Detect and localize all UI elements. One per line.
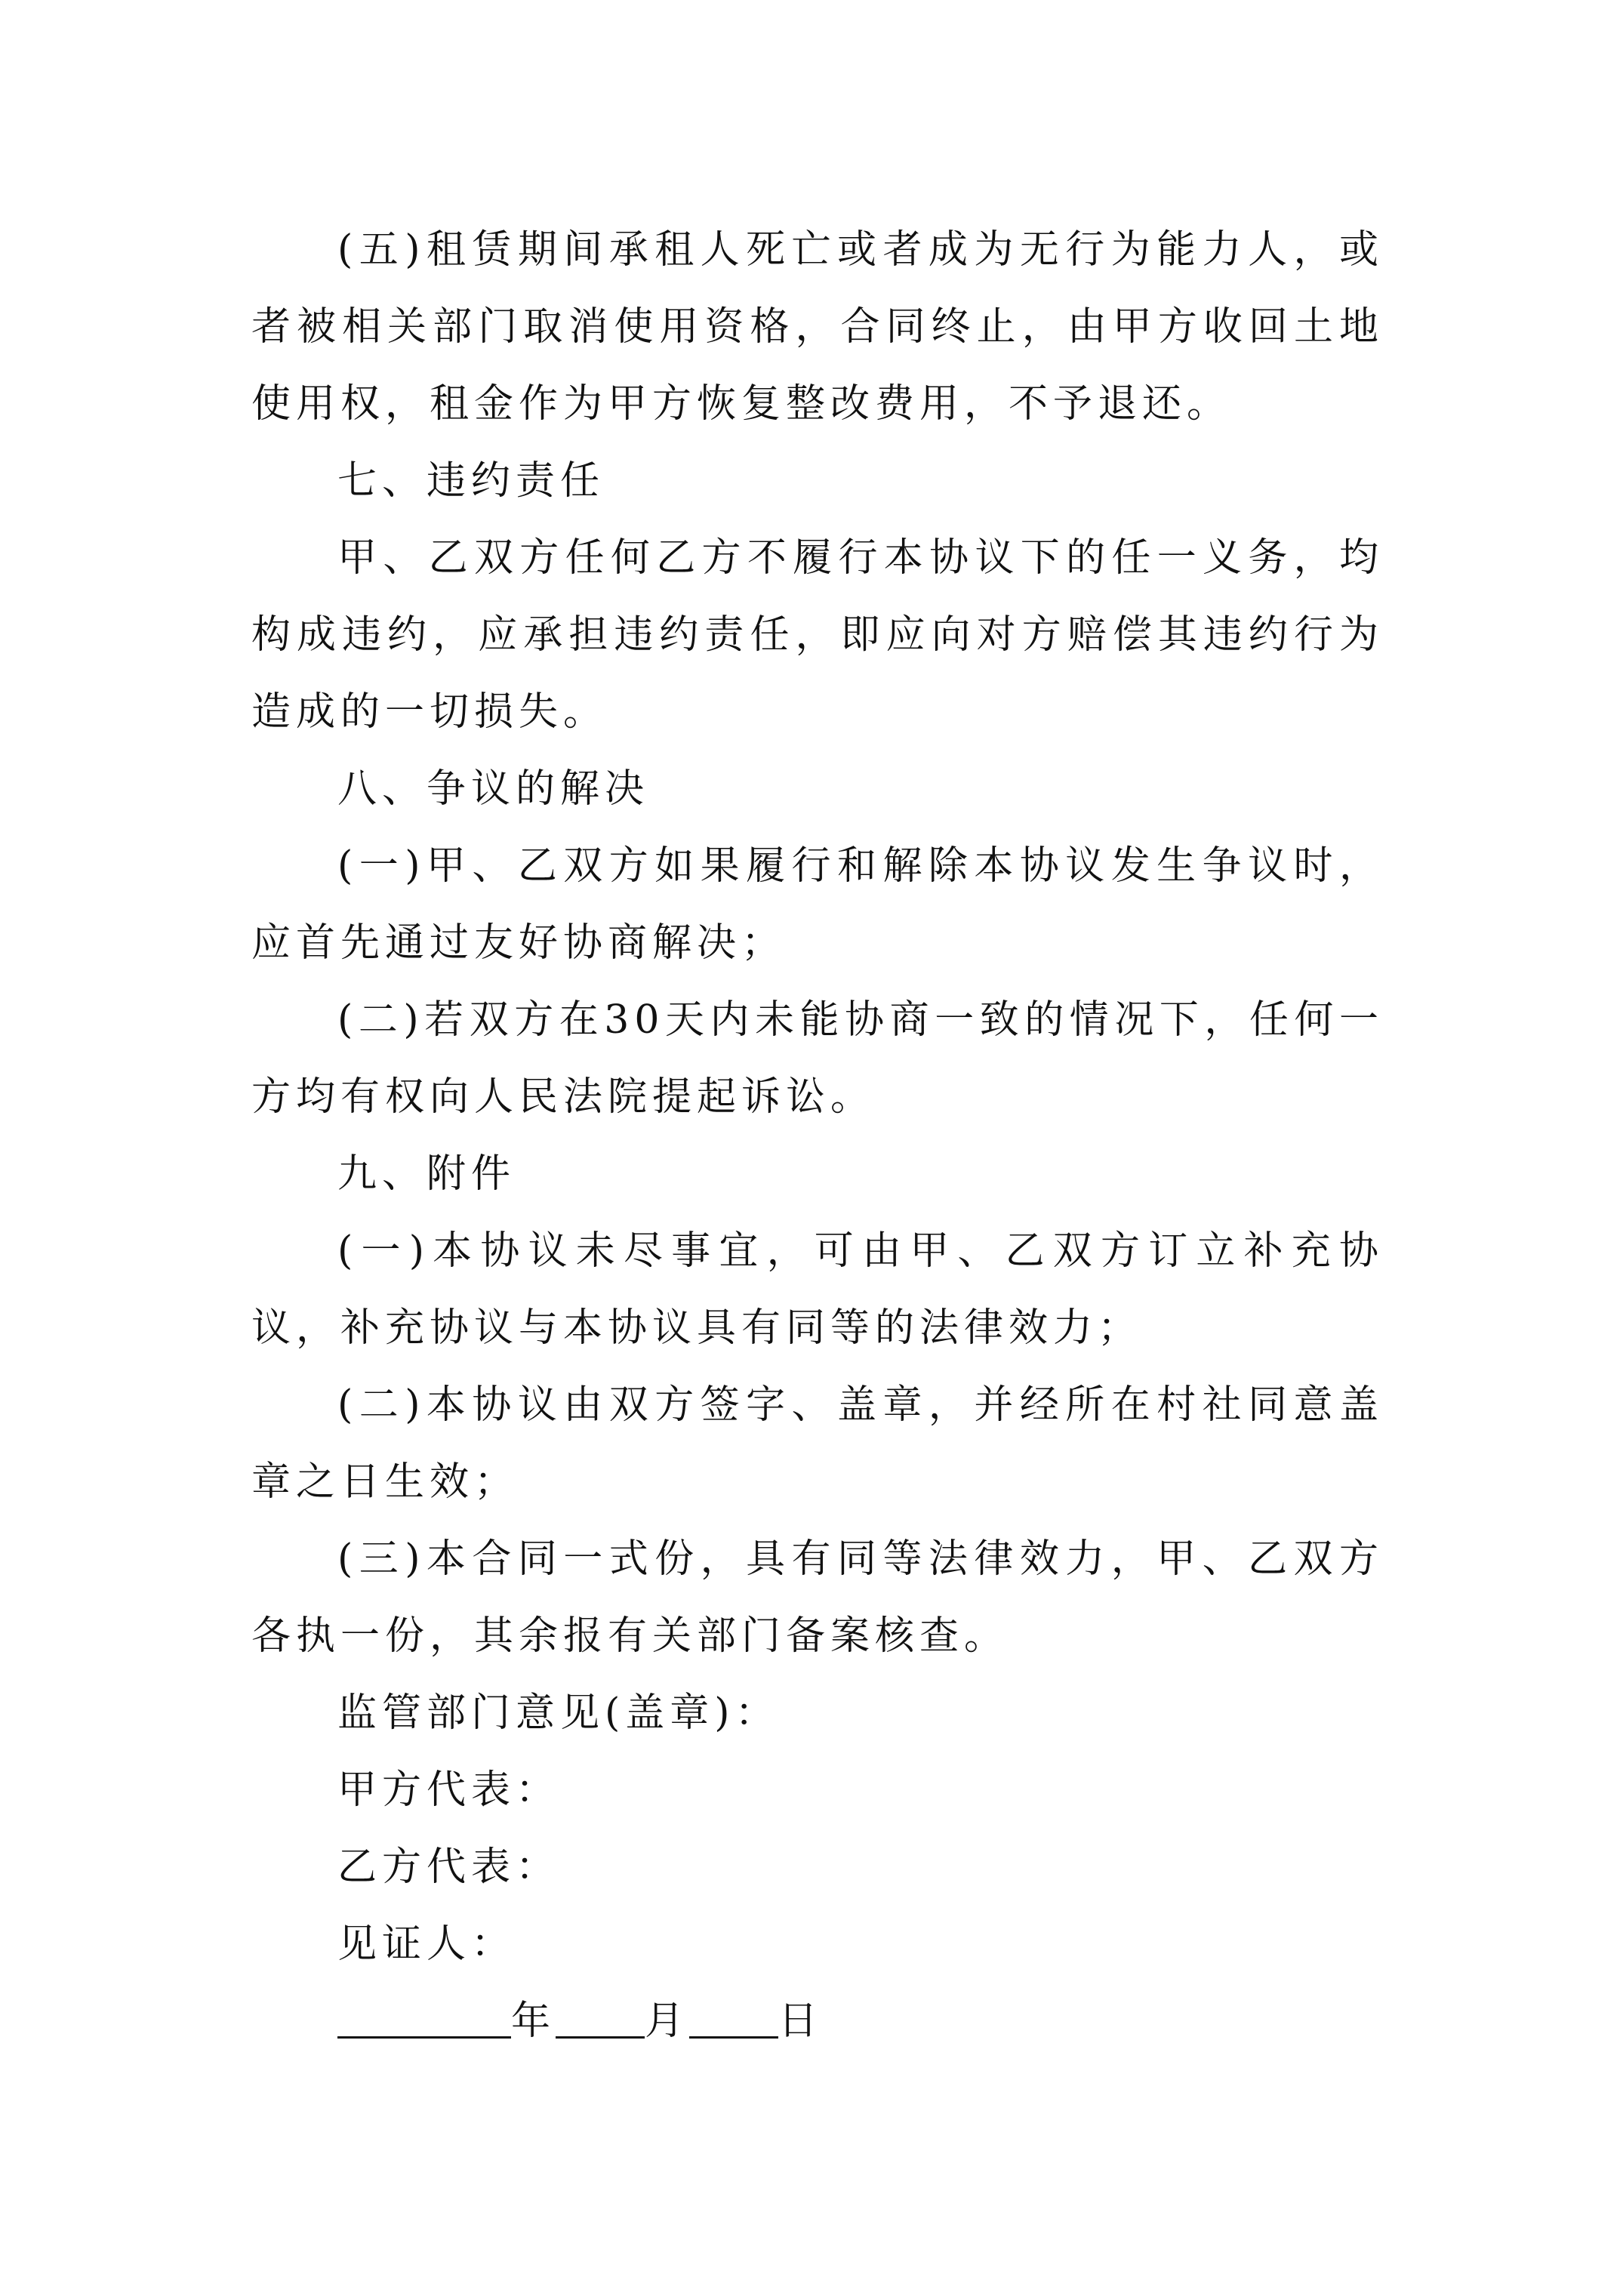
section-9-heading: 九、附件: [337, 1151, 516, 1197]
day-label: 日: [778, 1999, 824, 2044]
signature-date-line: [251, 1983, 1384, 2060]
party-a-representative-label: 甲方代表：: [337, 1767, 561, 1813]
day-blank: [689, 1997, 778, 2039]
supervisor-opinion-label: 监管部门意见(盖章)：: [337, 1690, 780, 1736]
month-blank: [556, 1997, 645, 2039]
section-7-breach-clause: 甲、乙双方任何乙方不履行本协议下的任一义务，均构成违约，应承担违约责任，即应向对方赔偿其违约行为造成的一切损失。: [251, 535, 1384, 735]
section-8-clause-2: (二)若双方在30天内未能协商一致的情况下，任何一方均有权向人民法院提起诉讼。: [251, 997, 1384, 1120]
document-body: [251, 211, 1384, 2060]
section-8-heading: 八、争议的解决: [337, 766, 650, 812]
month-label: 月: [645, 1999, 690, 2044]
year-label: 年: [511, 1999, 556, 2044]
party-b-representative-label: 乙方代表：: [337, 1845, 561, 1890]
section-8-clause-1: (一)甲、乙双方如果履行和解除本协议发生争议时，应首先通过友好协商解决；: [251, 843, 1384, 966]
year-blank: [337, 1997, 511, 2039]
section-9-clause-3: (三)本合同一式份，具有同等法律效力，甲、乙双方各执一份，其余报有关部门备案核查。: [251, 1536, 1384, 1659]
section-7-heading: 七、违约责任: [337, 458, 605, 504]
clause-5-termination: (五)租赁期间承租人死亡或者成为无行为能力人，或者被相关部门取消使用资格，合同终止，由甲方收回土地使用权，租金作为甲方恢复整改费用，不予退还。: [251, 227, 1384, 427]
section-9-clause-1: (一)本协议未尽事宜，可由甲、乙双方订立补充协议，补充协议与本协议具有同等的法律效力；: [251, 1228, 1384, 1351]
section-9-clause-2: (二)本协议由双方签字、盖章，并经所在村社同意盖章之日生效；: [251, 1382, 1384, 1505]
witness-label: 见证人：: [337, 1922, 516, 1967]
